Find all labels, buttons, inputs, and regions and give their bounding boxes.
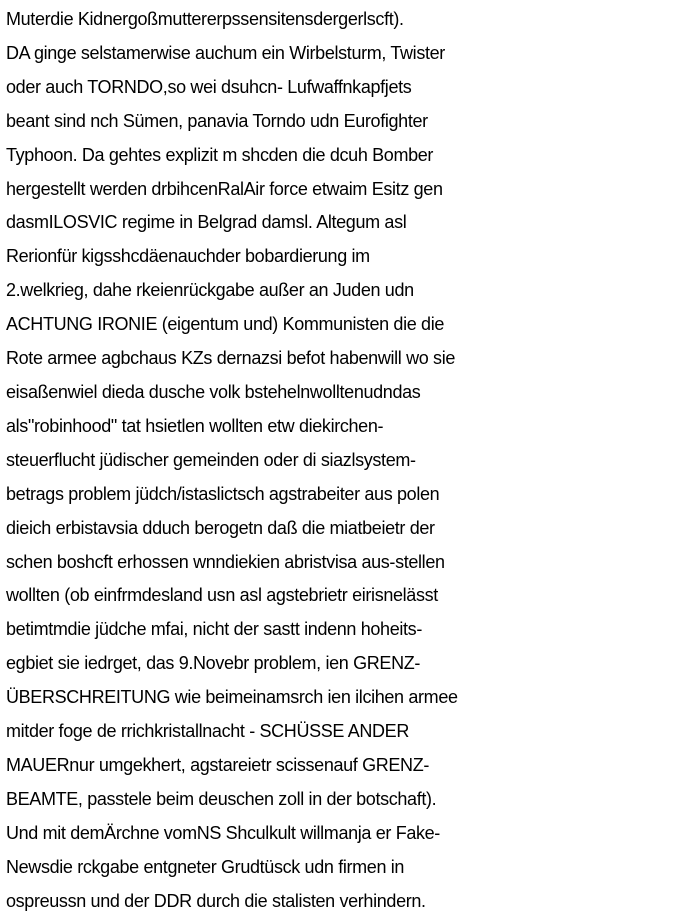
text-line: eisaßenwiel dieda dusche volk bstehelnwolltenudndas bbox=[6, 381, 421, 402]
text-line: Rerionfür kigsshcdäenauchder bobardierung im bbox=[6, 246, 370, 267]
text-line: ospreussn und der DDR durch die stalisten verhindern. bbox=[6, 890, 426, 911]
text-line: hergestellt werden drbihcenRalAir force etwaim Esitz gen bbox=[6, 178, 443, 199]
text-line: egbiet sie iedrget, das 9.Novebr problem, ien GRENZ- bbox=[6, 653, 421, 674]
text-line: Typhoon. Da gehtes explizit m shcden die dcuh Bomber bbox=[6, 144, 434, 165]
text-line: dasmILOSVIC regime in Belgrad damsl. Altegum asl bbox=[6, 212, 407, 233]
text-line: Und mit demÄrchne vomNS Shculkult willmanja er Fake- bbox=[6, 822, 440, 843]
text-line: DA ginge selstamerwise auchum ein Wirbelsturm, Twister bbox=[6, 42, 445, 63]
text-line: BEAMTE, passtele beim deuschen zoll in der botschaft). bbox=[6, 788, 437, 809]
text-line: mitder foge de rrichkristallnacht - SCHÜSSE ANDER bbox=[6, 721, 409, 742]
text-line: betimtmdie jüdche mfai, nicht der sastt indenn hoheits- bbox=[6, 619, 422, 640]
text-line: oder auch TORNDO,so wei dsuhcn- Lufwaffnkapfjets bbox=[6, 76, 412, 97]
text-line: Muterdie Kidnergoßmuttererpssensitensdergerlscft). bbox=[6, 9, 404, 29]
text-line: ÜBERSCHREITUNG wie beimeinamsrch ien ilcihen armee bbox=[6, 687, 458, 708]
text-line: 2.welkrieg, dahe rkeienrückgabe außer an Juden udn bbox=[6, 280, 414, 301]
text-line: ACHTUNG IRONIE (eigentum und) Kommunisten die die bbox=[6, 314, 445, 335]
text-line: beant sind nch Sümen, panavia Torndo udn Eurofighter bbox=[6, 110, 428, 131]
text-line: Newsdie rckgabe entgneter Grudtüsck udn firmen in bbox=[6, 856, 405, 877]
text-line: steuerflucht jüdischer gemeinden oder di siazlsystem- bbox=[6, 449, 416, 470]
text-line: dieich erbistavsia dduch berogetn daß die miatbeietr der bbox=[6, 517, 435, 538]
text-line: betrags problem jüdch/istaslictsch agstrabeiter aus polen bbox=[6, 483, 440, 504]
text-line: Rote armee agbchaus KZs dernazsi befot habenwill wo sie bbox=[6, 348, 456, 369]
body-text bbox=[6, 3, 684, 918]
text-line: wollten (ob einfrmdesland usn asl agstebrietr eirisnelässt bbox=[6, 585, 438, 606]
text-line: schen boshcft erhossen wnndiekien abristvisa aus-stellen bbox=[6, 551, 445, 572]
text-line: als"robinhood" tat hsietlen wollten etw diekirchen- bbox=[6, 415, 384, 436]
text-line: MAUERnur umgekhert, agstareietr scissenauf GRENZ- bbox=[6, 754, 429, 775]
